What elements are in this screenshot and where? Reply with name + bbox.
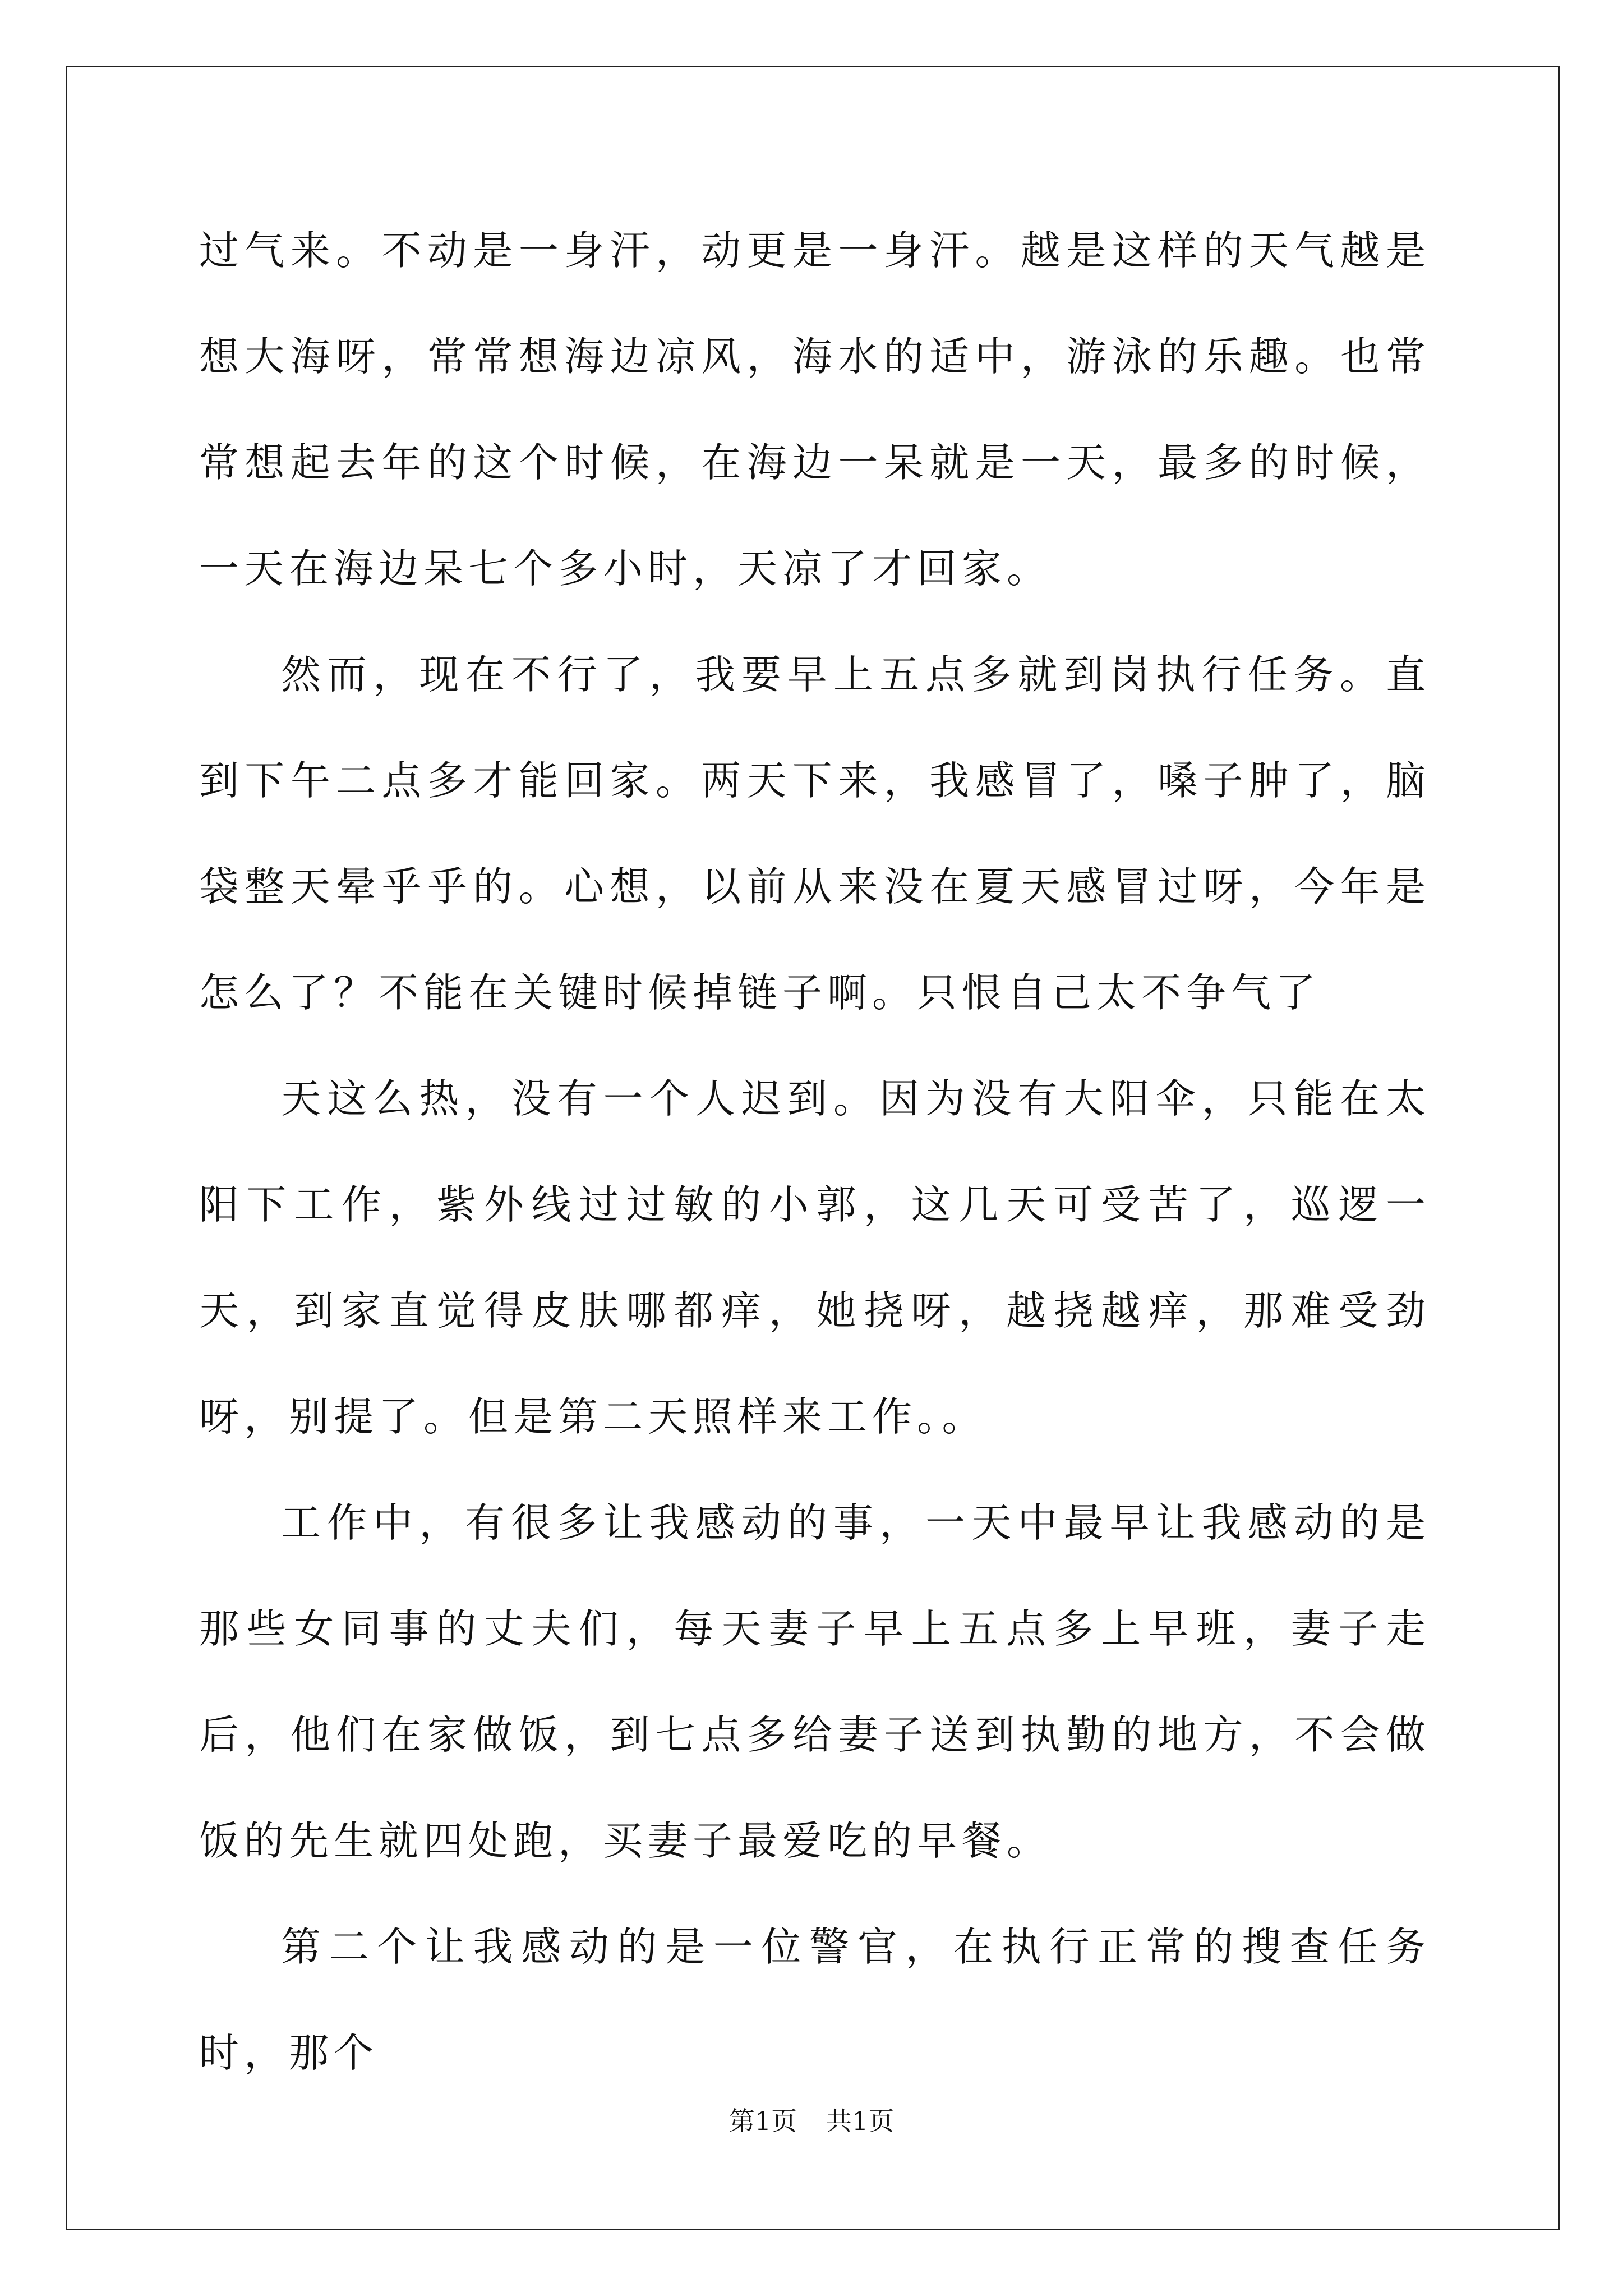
page-number-total: 共1页 bbox=[826, 2106, 895, 2136]
paragraph-4: 工作中，有很多让我感动的事，一天中最早让我感动的是那些女同事的丈夫们，每天妻子早上五点多上早班，妻子走后，他们在家做饭，到七点多给妻子送到执勤的地方，不会做饭的先生就四处跑，买妻子最爱吃的早餐。 bbox=[199, 1499, 1431, 1864]
paragraph-3: 天这么热，没有一个人迟到。因为没有大阳伞，只能在太阳下工作，紫外线过过敏的小郭，这几天可受苦了，巡逻一天，到家直觉得皮肤哪都痒，她挠呀，越挠越痒，那难受劲呀，别提了。但是第二天照样来工作。。 bbox=[199, 1075, 1431, 1440]
paragraph-5: 第二个让我感动的是一位警官，在执行正常的搜查任务时，那个 bbox=[199, 1924, 1431, 2076]
page-number-current: 第1页 bbox=[728, 2106, 797, 2136]
paragraph-1: 过气来。不动是一身汗，动更是一身汗。越是这样的天气越是想大海呀，常常想海边凉风，海水的适中，游泳的乐趣。也常常想起去年的这个时候，在海边一呆就是一天，最多的时候，一天在海边呆七个多小时，天凉了才回家。 bbox=[199, 227, 1431, 592]
document-body bbox=[199, 197, 1431, 2106]
paragraph-2: 然而，现在不行了，我要早上五点多就到岗执行任务。直到下午二点多才能回家。两天下来，我感冒了，嗓子肿了，脑袋整天晕乎乎的。心想，以前从来没在夏天感冒过呀，今年是怎么了？不能在关键时候掉链子啊。只恨自己太不争气了 bbox=[199, 651, 1431, 1016]
page-footer bbox=[0, 2101, 1623, 2138]
